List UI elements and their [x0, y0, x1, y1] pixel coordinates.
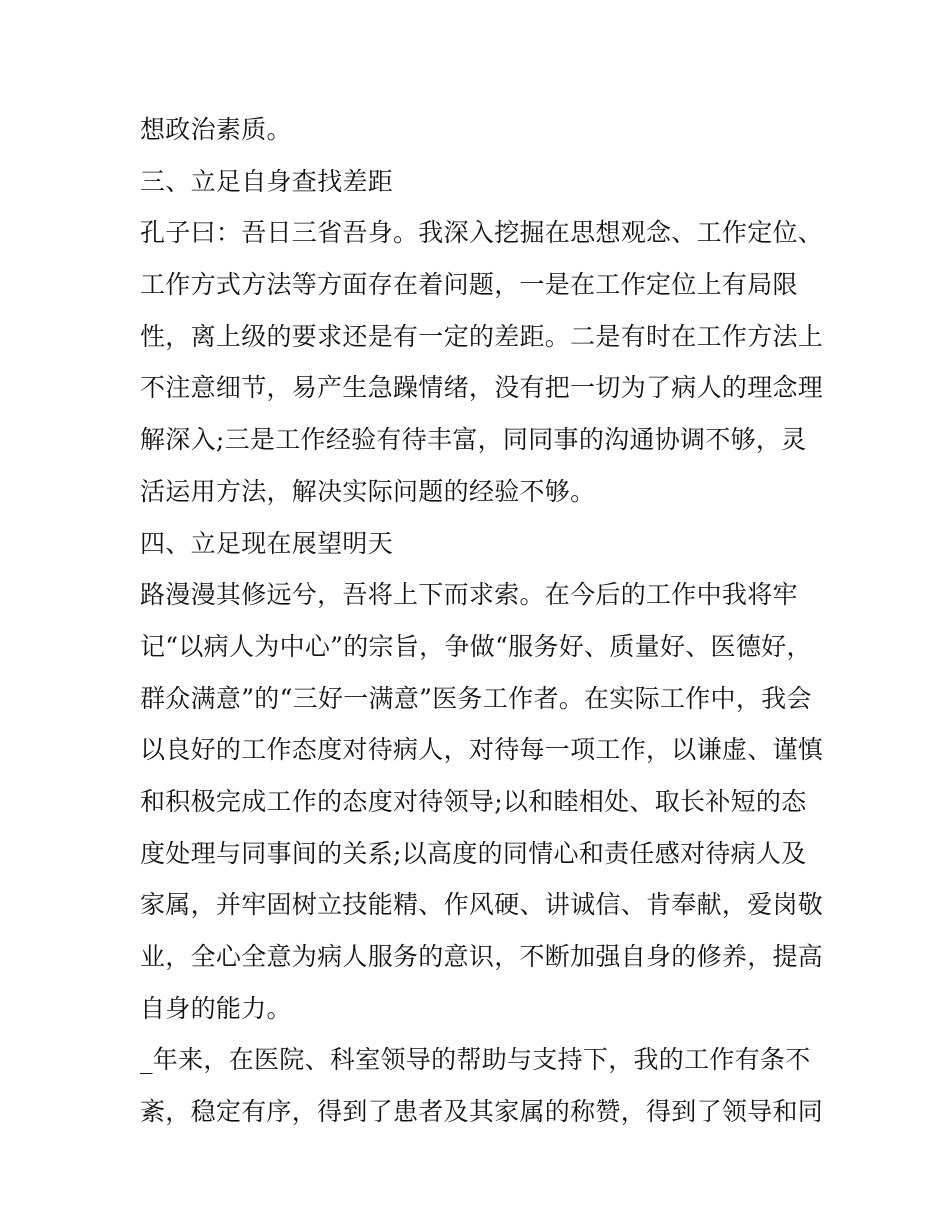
document-body — [140, 104, 830, 1138]
section-heading: 四、立足现在展望明天 — [140, 528, 394, 558]
text-line: 群众满意”的“三好一满意”医务工作者。在实际工作中，我会 — [140, 683, 812, 713]
text-line: 工作方式方法等方面存在着问题，一是在工作定位上有局限 — [140, 270, 798, 300]
text-line: 以良好的工作态度对待病人，对待每一项工作，以谦虚、谨慎 — [140, 735, 824, 765]
text-line: 想政治素质。 — [140, 115, 292, 144]
text-line: 活运用方法，解决实际问题的经验不够。 — [140, 476, 596, 506]
text-line: 路漫漫其修远兮，吾将上下而求索。在今后的工作中我将牢 — [140, 580, 798, 610]
text-line: 紊，稳定有序，得到了患者及其家属的称赞，得到了领导和同 — [140, 1097, 824, 1127]
text-line: 和积极完成工作的态度对待领导;以和睦相处、取长补短的态 — [140, 786, 807, 816]
text-line: 性，离上级的要求还是有一定的差距。二是有时在工作方法上 — [140, 321, 824, 351]
text-line: 自身的能力。 — [140, 993, 292, 1023]
text-line: _年来，在医院、科室领导的帮助与支持下，我的工作有条不 — [140, 1045, 811, 1075]
text-line: 孔子曰：吾日三省吾身。我深入挖掘在思想观念、工作定位、 — [140, 218, 824, 248]
section-heading: 三、立足自身查找差距 — [140, 166, 394, 196]
text-line: 家属，并牢固树立技能精、作风硬、讲诚信、肯奉献，爱岗敬 — [140, 890, 824, 920]
text-line: 记“以病人为中心”的宗旨，争做“服务好、质量好、医德好， — [140, 631, 812, 661]
text-line: 解深入;三是工作经验有待丰富，同同事的沟通协调不够，灵 — [140, 425, 807, 455]
text-line: 不注意细节，易产生急躁情绪，没有把一切为了病人的理念理 — [140, 373, 824, 403]
text-line: 业，全心全意为病人服务的意识，不断加强自身的修养，提高 — [140, 942, 824, 971]
text-line: 度处理与同事间的关系;以高度的同情心和责任感对待病人及 — [140, 838, 807, 868]
